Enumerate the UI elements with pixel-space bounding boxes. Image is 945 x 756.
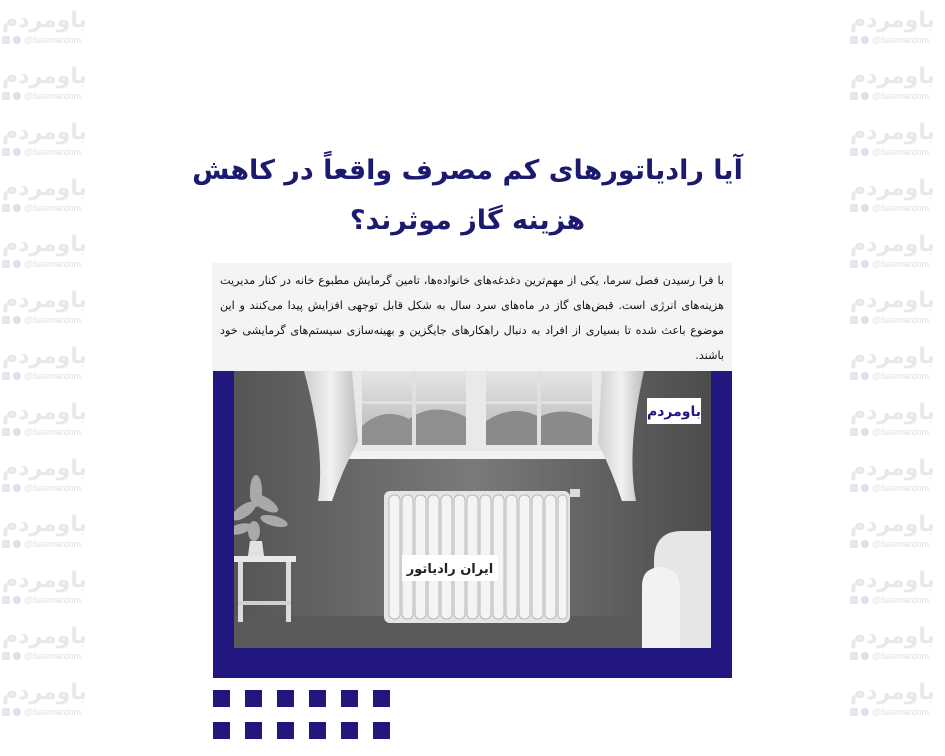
- telegram-icon: [861, 596, 869, 604]
- watermark-logo: باومردم: [850, 680, 935, 705]
- watermark-column-right: [850, 0, 945, 756]
- telegram-icon: [861, 36, 869, 44]
- instagram-icon: [850, 484, 858, 492]
- watermark-handle: @baamardom: [24, 651, 82, 661]
- watermark-item: [2, 336, 97, 392]
- telegram-icon: [861, 92, 869, 100]
- watermark-logo: باومردم: [2, 176, 87, 201]
- watermark-handle: @baamardom: [872, 595, 930, 605]
- dot: [245, 722, 262, 739]
- instagram-icon: [2, 428, 10, 436]
- watermark-item: [850, 336, 945, 392]
- instagram-icon: [850, 148, 858, 156]
- instagram-icon: [850, 540, 858, 548]
- watermark-logo: باومردم: [2, 512, 87, 537]
- dot: [373, 690, 390, 707]
- watermark-handle: @baamardom: [872, 371, 930, 381]
- telegram-icon: [861, 428, 869, 436]
- telegram-icon: [861, 204, 869, 212]
- radiator-brand-label: ایران رادیاتور: [406, 562, 494, 577]
- instagram-icon: [850, 36, 858, 44]
- watermark-item: [2, 504, 97, 560]
- dot: [341, 690, 358, 707]
- watermark-logo: باومردم: [850, 120, 935, 145]
- watermark-logo: باومردم: [850, 176, 935, 201]
- headline-line-2: هزینه گاز موثرند؟: [349, 205, 586, 236]
- watermark-handle: @baamardom: [872, 427, 930, 437]
- watermark-handle: @baamardom: [24, 371, 82, 381]
- watermark-handle: @baamardom: [24, 91, 82, 101]
- watermark-logo: باومردم: [2, 400, 87, 425]
- telegram-icon: [13, 708, 21, 716]
- watermark-item: [2, 280, 97, 336]
- watermark-item: [2, 56, 97, 112]
- watermark-logo: باومردم: [2, 64, 87, 89]
- dot: [309, 690, 326, 707]
- watermark-logo: باومردم: [850, 64, 935, 89]
- instagram-icon: [2, 484, 10, 492]
- watermark-item: [850, 0, 945, 56]
- dot: [213, 722, 230, 739]
- telegram-icon: [861, 260, 869, 268]
- watermark-handle: @baamardom: [24, 427, 82, 437]
- instagram-icon: [850, 372, 858, 380]
- telegram-icon: [13, 148, 21, 156]
- watermark-item: [850, 112, 945, 168]
- watermark-handle: @baamardom: [872, 315, 930, 325]
- watermark-item: [850, 56, 945, 112]
- watermark-handle: @baamardom: [24, 483, 82, 493]
- watermark-item: [2, 560, 97, 616]
- intro-paragraph: با فرا رسیدن فصل سرما، یکی از مهم‌ترین دغدغه‌های خانواده‌ها، تامین گرمایش مطبوع خانه در کنار مدیریت هزینه‌های انرژی است. قبض‌های گاز در ماه‌های سرد سال به شکل قابل توجهی افزایش پیدا می‌کنند و این موضوع باعث شده تا بسیاری از افراد به دنبال راهکارهای جایگزین و بهینه‌سازی سیستم‌های گرمایشی خود باشند.: [220, 274, 724, 362]
- watermark-handle: @baamardom: [872, 707, 930, 717]
- watermark-logo: باومردم: [2, 456, 87, 481]
- headline: [180, 146, 755, 246]
- instagram-icon: [850, 596, 858, 604]
- telegram-icon: [861, 708, 869, 716]
- dot: [277, 722, 294, 739]
- telegram-icon: [861, 540, 869, 548]
- instagram-icon: [2, 708, 10, 716]
- watermark-logo: باومردم: [2, 8, 87, 33]
- watermark-item: [2, 672, 97, 728]
- watermark-handle: @baamardom: [872, 539, 930, 549]
- watermark-handle: @baamardom: [24, 203, 82, 213]
- telegram-icon: [13, 484, 21, 492]
- watermark-handle: @baamardom: [24, 35, 82, 45]
- instagram-icon: [2, 92, 10, 100]
- watermark-logo: باومردم: [850, 400, 935, 425]
- dot: [309, 722, 326, 739]
- dot: [245, 690, 262, 707]
- watermark-handle: @baamardom: [872, 147, 930, 157]
- dot: [213, 690, 230, 707]
- headline-line-1: آیا رادیاتورهای کم مصرف واقعاً در کاهش: [192, 155, 743, 186]
- radiator-photo: [234, 371, 711, 648]
- telegram-icon: [13, 428, 21, 436]
- watermark-handle: @baamardom: [872, 91, 930, 101]
- watermark-logo: باومردم: [850, 512, 935, 537]
- telegram-icon: [861, 148, 869, 156]
- watermark-logo: باومردم: [850, 8, 935, 33]
- watermark-item: [850, 504, 945, 560]
- telegram-icon: [13, 36, 21, 44]
- instagram-icon: [850, 92, 858, 100]
- watermark-handle: @baamardom: [872, 259, 930, 269]
- watermark-item: [2, 224, 97, 280]
- watermark-item: [2, 448, 97, 504]
- instagram-icon: [2, 372, 10, 380]
- instagram-icon: [850, 260, 858, 268]
- watermark-logo: باومردم: [850, 288, 935, 313]
- telegram-icon: [13, 92, 21, 100]
- watermark-item: [850, 672, 945, 728]
- instagram-icon: [2, 596, 10, 604]
- watermark-item: [850, 280, 945, 336]
- watermark-logo: باومردم: [850, 624, 935, 649]
- decorative-dots: [213, 690, 393, 740]
- watermark-item: [850, 168, 945, 224]
- telegram-icon: [13, 372, 21, 380]
- watermark-handle: @baamardom: [872, 651, 930, 661]
- instagram-icon: [2, 204, 10, 212]
- watermark-item: [2, 168, 97, 224]
- instagram-icon: [2, 316, 10, 324]
- dot: [341, 722, 358, 739]
- instagram-icon: [850, 204, 858, 212]
- watermark-logo: باومردم: [2, 680, 87, 705]
- watermark-logo: باومردم: [2, 568, 87, 593]
- watermark-logo: باومردم: [2, 288, 87, 313]
- watermark-logo: باومردم: [850, 568, 935, 593]
- watermark-handle: @baamardom: [24, 315, 82, 325]
- watermark-item: [2, 0, 97, 56]
- telegram-icon: [861, 484, 869, 492]
- watermark-item: [2, 392, 97, 448]
- instagram-icon: [850, 316, 858, 324]
- watermark-logo: باومردم: [850, 456, 935, 481]
- watermark-handle: @baamardom: [24, 707, 82, 717]
- watermark-handle: @baamardom: [872, 35, 930, 45]
- watermark-column-left: [2, 0, 97, 756]
- telegram-icon: [13, 260, 21, 268]
- photo-corner-logo: باومردم: [646, 404, 702, 420]
- instagram-icon: [2, 148, 10, 156]
- watermark-handle: @baamardom: [872, 203, 930, 213]
- dot: [373, 722, 390, 739]
- watermark-item: [2, 616, 97, 672]
- instagram-icon: [850, 652, 858, 660]
- watermark-item: [2, 112, 97, 168]
- instagram-icon: [2, 540, 10, 548]
- telegram-icon: [861, 652, 869, 660]
- instagram-icon: [2, 260, 10, 268]
- watermark-logo: باومردم: [2, 120, 87, 145]
- telegram-icon: [13, 652, 21, 660]
- telegram-icon: [861, 372, 869, 380]
- watermark-item: [850, 392, 945, 448]
- telegram-icon: [13, 540, 21, 548]
- instagram-icon: [850, 708, 858, 716]
- watermark-handle: @baamardom: [872, 483, 930, 493]
- watermark-logo: باومردم: [2, 344, 87, 369]
- watermark-logo: باومردم: [2, 232, 87, 257]
- telegram-icon: [13, 316, 21, 324]
- watermark-handle: @baamardom: [24, 595, 82, 605]
- telegram-icon: [13, 204, 21, 212]
- telegram-icon: [13, 596, 21, 604]
- instagram-icon: [2, 652, 10, 660]
- instagram-icon: [850, 428, 858, 436]
- dot: [277, 690, 294, 707]
- watermark-item: [850, 224, 945, 280]
- watermark-handle: @baamardom: [24, 259, 82, 269]
- watermark-handle: @baamardom: [24, 539, 82, 549]
- watermark-logo: باومردم: [850, 344, 935, 369]
- watermark-logo: باومردم: [850, 232, 935, 257]
- watermark-logo: باومردم: [2, 624, 87, 649]
- watermark-handle: @baamardom: [24, 147, 82, 157]
- watermark-item: [850, 448, 945, 504]
- telegram-icon: [861, 316, 869, 324]
- instagram-icon: [2, 36, 10, 44]
- watermark-item: [850, 616, 945, 672]
- watermark-item: [850, 560, 945, 616]
